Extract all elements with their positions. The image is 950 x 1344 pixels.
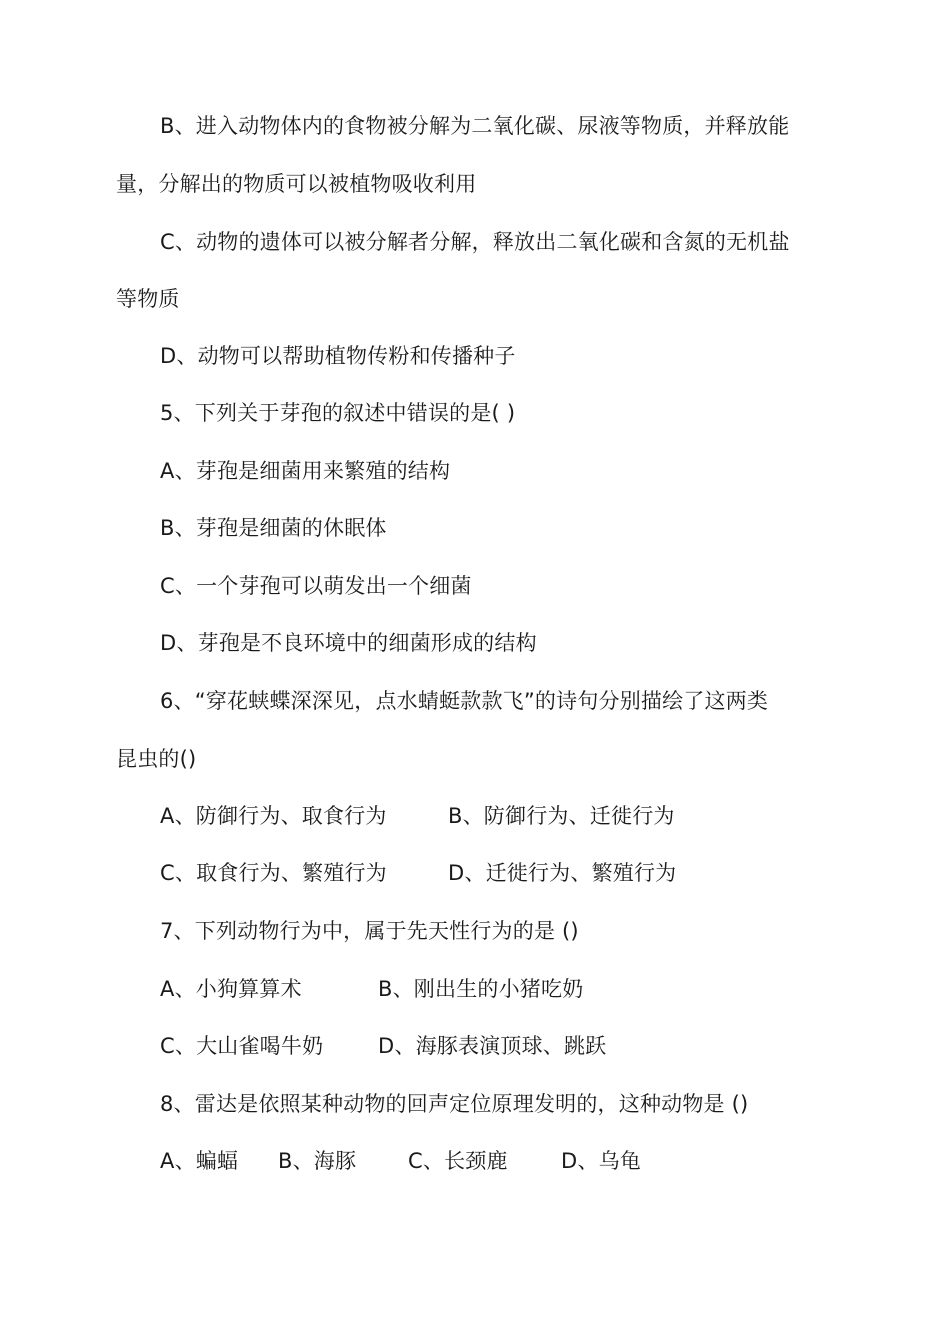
q6-option-c: C、取食行为、繁殖行为	[160, 861, 387, 885]
q8-option-a: A、蝙蝠	[160, 1149, 239, 1173]
q4-option-c-line2: 等物质	[116, 287, 180, 311]
q4-option-b-line1: B、进入动物体内的食物被分解为二氧化碳、尿液等物质，并释放能	[160, 114, 790, 138]
question-6-line1: 6、“穿花蛱蝶深深见，点水蜻蜓款款飞”的诗句分别描绘了这两类	[160, 689, 769, 713]
q5-option-c: C、一个芽孢可以萌发出一个细菌	[160, 574, 472, 598]
q7-option-a: A、小狗算算术	[160, 977, 302, 1001]
q5-option-b: B、芽孢是细菌的休眠体	[160, 516, 387, 540]
q6-option-d: D、迁徙行为、繁殖行为	[448, 861, 677, 885]
q6-option-b: B、防御行为、迁徙行为	[448, 804, 675, 828]
q4-option-c-line1: C、动物的遗体可以被分解者分解，释放出二氧化碳和含氮的无机盐	[160, 230, 790, 254]
q4-option-d: D、动物可以帮助植物传粉和传播种子	[160, 344, 516, 368]
q7-option-b: B、刚出生的小猪吃奶	[378, 977, 584, 1001]
question-8: 8、雷达是依照某种动物的回声定位原理发明的，这种动物是 ()	[160, 1092, 749, 1116]
q7-option-d: D、海豚表演顶球、跳跃	[378, 1034, 607, 1058]
q4-option-b-line2: 量，分解出的物质可以被植物吸收利用	[116, 172, 477, 196]
q6-option-a: A、防御行为、取食行为	[160, 804, 387, 828]
q7-option-c: C、大山雀喝牛奶	[160, 1034, 324, 1058]
question-6-line2: 昆虫的()	[116, 747, 197, 771]
q8-option-d: D、乌龟	[561, 1149, 641, 1173]
q8-option-b: B、海豚	[278, 1149, 357, 1173]
q5-option-a: A、芽孢是细菌用来繁殖的结构	[160, 459, 451, 483]
q5-option-d: D、芽孢是不良环境中的细菌形成的结构	[160, 631, 537, 655]
question-5: 5、下列关于芽孢的叙述中错误的是( )	[160, 401, 516, 425]
q8-option-c: C、长颈鹿	[408, 1149, 508, 1173]
question-7: 7、下列动物行为中，属于先天性行为的是 ()	[160, 919, 579, 943]
